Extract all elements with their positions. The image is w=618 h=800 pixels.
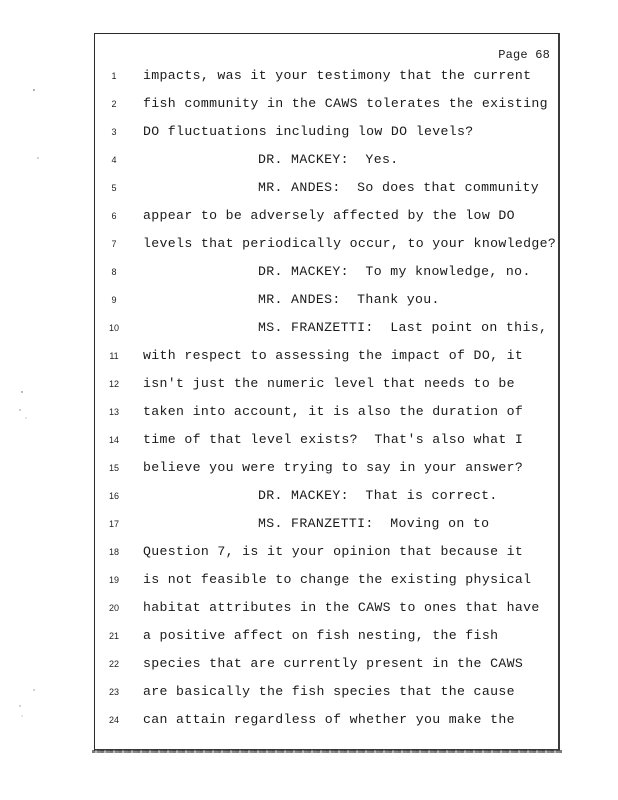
line-text: DR. MACKEY: To my knowledge, no. bbox=[258, 264, 531, 279]
line-text: taken into account, it is also the duration of bbox=[143, 404, 524, 419]
transcript-line bbox=[95, 96, 561, 116]
line-number: 12 bbox=[108, 379, 119, 389]
line-text: are basically the fish species that the cause bbox=[143, 684, 515, 699]
line-number: 14 bbox=[108, 435, 119, 445]
line-text: levels that periodically occur, to your knowledge? bbox=[143, 236, 557, 251]
scan-speck bbox=[22, 716, 23, 717]
line-number: 3 bbox=[111, 127, 117, 137]
line-text: appear to be adversely affected by the low DO bbox=[143, 208, 515, 223]
transcript-line bbox=[95, 656, 561, 676]
transcript-line bbox=[95, 516, 561, 536]
line-number: 13 bbox=[108, 407, 119, 417]
line-text: is not feasible to change the existing physical bbox=[143, 572, 532, 587]
transcript-line bbox=[95, 684, 561, 704]
line-text: DR. MACKEY: Yes. bbox=[258, 152, 399, 167]
line-text: believe you were trying to say in your answer? bbox=[143, 460, 524, 475]
transcript-line bbox=[95, 208, 561, 228]
line-text: a positive affect on fish nesting, the fish bbox=[143, 628, 499, 643]
line-text: MR. ANDES: So does that community bbox=[258, 180, 539, 195]
line-number: 24 bbox=[108, 715, 119, 725]
line-number: 23 bbox=[108, 687, 119, 697]
transcript-line bbox=[95, 180, 561, 200]
transcript-line bbox=[95, 152, 561, 172]
line-number: 17 bbox=[108, 519, 119, 529]
scan-speck bbox=[37, 157, 38, 158]
transcript-line bbox=[95, 572, 561, 592]
transcript-line bbox=[95, 600, 561, 620]
scan-speck bbox=[19, 409, 20, 410]
line-number: 22 bbox=[108, 659, 119, 669]
line-text: with respect to assessing the impact of DO, it bbox=[143, 348, 524, 363]
line-text: can attain regardless of whether you make the bbox=[143, 712, 515, 727]
line-number: 1 bbox=[111, 71, 117, 81]
line-number: 10 bbox=[108, 323, 119, 333]
line-number: 9 bbox=[111, 295, 117, 305]
transcript-line bbox=[95, 376, 561, 396]
line-text: species that are currently present in the CAWS bbox=[143, 656, 524, 671]
line-text: MS. FRANZETTI: Last point on this, bbox=[258, 320, 548, 335]
page-number: Page 68 bbox=[498, 48, 550, 62]
line-number: 8 bbox=[111, 267, 117, 277]
line-number: 4 bbox=[111, 155, 117, 165]
transcript-line bbox=[95, 628, 561, 648]
transcript-line bbox=[95, 432, 561, 452]
line-number: 7 bbox=[111, 239, 117, 249]
line-number: 16 bbox=[108, 491, 119, 501]
scan-speck bbox=[19, 705, 20, 706]
transcript-line bbox=[95, 124, 561, 144]
transcript-line bbox=[95, 488, 561, 508]
line-text: MS. FRANZETTI: Moving on to bbox=[258, 516, 490, 531]
line-number: 6 bbox=[111, 211, 117, 221]
line-text: habitat attributes in the CAWS to ones that have bbox=[143, 600, 540, 615]
transcript-line bbox=[95, 712, 561, 732]
scan-edge-rule bbox=[92, 750, 562, 753]
line-text: impacts, was it your testimony that the current bbox=[143, 68, 532, 83]
line-number: 19 bbox=[108, 575, 119, 585]
transcript-line bbox=[95, 404, 561, 424]
line-text: time of that level exists? That's also what I bbox=[143, 432, 524, 447]
line-text: Question 7, is it your opinion that because it bbox=[143, 544, 524, 559]
transcript-line bbox=[95, 264, 561, 284]
line-number: 21 bbox=[108, 631, 119, 641]
line-number: 5 bbox=[111, 183, 117, 193]
scan-speck bbox=[33, 89, 35, 91]
line-number: 2 bbox=[111, 99, 117, 109]
transcript-line bbox=[95, 460, 561, 480]
transcript-page bbox=[94, 33, 560, 751]
line-number: 11 bbox=[109, 351, 119, 361]
line-number: 15 bbox=[108, 463, 119, 473]
scan-speck bbox=[21, 391, 22, 392]
line-text: DO fluctuations including low DO levels? bbox=[143, 124, 474, 139]
line-number: 18 bbox=[108, 547, 119, 557]
transcript-line bbox=[95, 348, 561, 368]
transcript-line bbox=[95, 68, 561, 88]
line-text: fish community in the CAWS tolerates the existing bbox=[143, 96, 548, 111]
line-text: MR. ANDES: Thank you. bbox=[258, 292, 440, 307]
line-text: DR. MACKEY: That is correct. bbox=[258, 488, 498, 503]
scan-speck bbox=[33, 689, 34, 690]
transcript-line bbox=[95, 544, 561, 564]
transcript-line bbox=[95, 292, 561, 312]
transcript-line bbox=[95, 236, 561, 256]
scan-speck bbox=[26, 418, 27, 419]
transcript-line bbox=[95, 320, 561, 340]
line-number: 20 bbox=[108, 603, 119, 613]
line-text: isn't just the numeric level that needs to be bbox=[143, 376, 515, 391]
